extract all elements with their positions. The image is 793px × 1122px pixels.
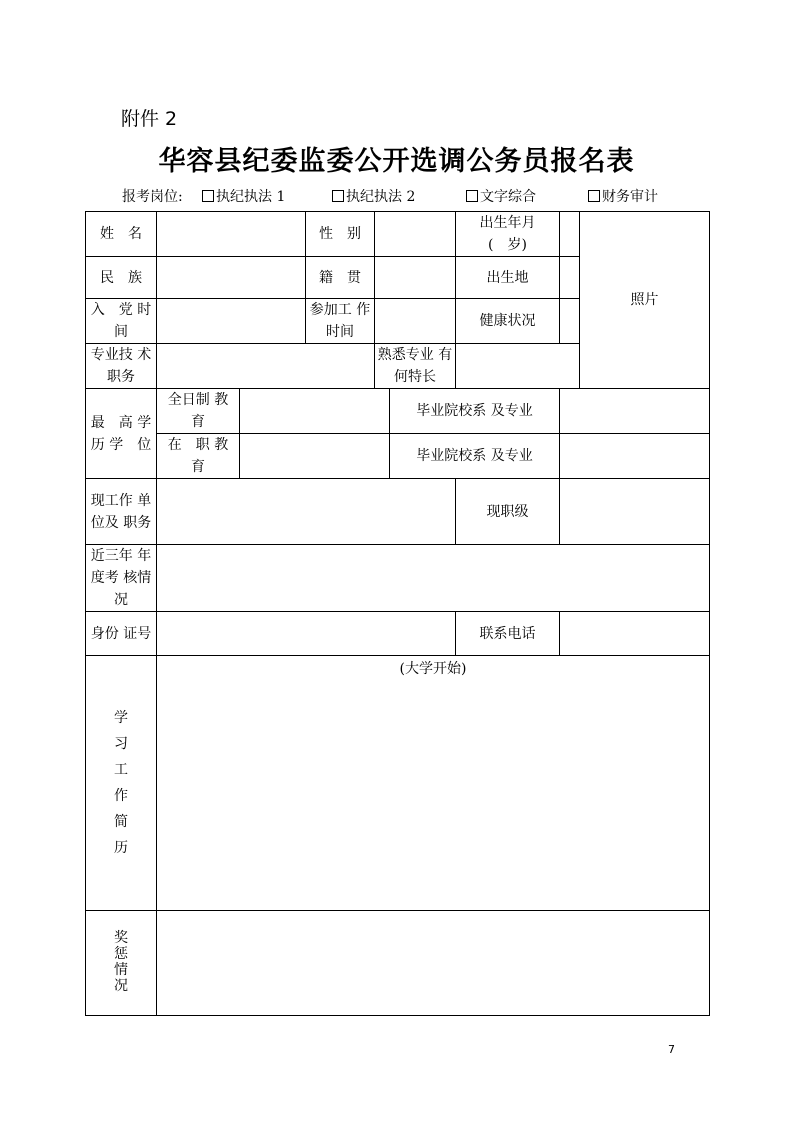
fulltime-label: 全日制 教 育 [157,389,240,434]
form-title: 华容县纪委监委公开选调公务员报名表 [158,146,635,177]
registration-table [85,211,710,1016]
option-writing[interactable]: 文字综合 [466,186,536,206]
health-field[interactable] [560,299,580,344]
resume-label: 学习工作简历 [86,656,157,911]
option-enforcement-2[interactable]: 执纪执法 2 [332,186,415,206]
native-place-label: 籍 贯 [306,257,375,299]
rewards-label: 奖惩情况 [86,911,157,1016]
checkbox-icon[interactable] [466,190,478,202]
id-number-field[interactable] [157,612,456,656]
rewards-field[interactable] [157,911,710,1016]
appraisal-label: 近三年 年度考 核情况 [86,545,157,612]
page-number: 7 [668,1043,675,1056]
appraisal-field[interactable] [157,545,710,612]
inservice-school-field[interactable] [560,434,710,479]
ethnicity-field[interactable] [157,257,306,299]
attachment-label: 附件 2 [121,108,178,130]
work-start-label: 参加工 作时间 [306,299,375,344]
gender-field[interactable] [375,212,456,257]
resume-hint: (大学开始) [399,661,467,677]
photo-box[interactable]: 照片 [580,212,710,389]
health-label: 健康状况 [456,299,560,344]
tech-title-label: 专业技 术职务 [86,344,157,389]
option-enforcement-1[interactable]: 执纪执法 1 [202,186,285,206]
current-rank-field[interactable] [560,479,710,545]
checkbox-icon[interactable] [588,190,600,202]
checkbox-icon[interactable] [332,190,344,202]
fulltime-field[interactable] [240,389,390,434]
birth-field[interactable] [560,212,580,257]
current-rank-label: 现职级 [456,479,560,545]
inservice-label: 在 职 教 育 [157,434,240,479]
id-number-label: 身份 证号 [86,612,157,656]
gender-label: 性 别 [306,212,375,257]
current-job-field[interactable] [157,479,456,545]
option-audit[interactable]: 财务审计 [588,186,658,206]
ethnicity-label: 民 族 [86,257,157,299]
graduate-school-label: 毕业院校系 及专业 [390,389,560,434]
work-start-field[interactable] [375,299,456,344]
education-label: 最 高 学 历 学 位 [86,389,157,479]
tech-title-field[interactable] [157,344,375,389]
position-options [122,186,658,206]
fulltime-school-field[interactable] [560,389,710,434]
checkbox-icon[interactable] [202,190,214,202]
specialty-label: 熟悉专业 有何特长 [375,344,456,389]
resume-field[interactable] [157,656,710,911]
current-job-label: 现工作 单位及 职务 [86,479,157,545]
party-join-label: 入 党 时 间 [86,299,157,344]
phone-field[interactable] [560,612,710,656]
native-place-field[interactable] [375,257,456,299]
name-field[interactable] [157,212,306,257]
inservice-field[interactable] [240,434,390,479]
name-label: 姓 名 [86,212,157,257]
birthplace-label: 出生地 [456,257,560,299]
party-join-field[interactable] [157,299,306,344]
phone-label: 联系电话 [456,612,560,656]
position-label: 报考岗位: [122,189,183,205]
graduate-school-label-2: 毕业院校系 及专业 [390,434,560,479]
birth-label: 出生年月 ( 岁) [456,212,560,257]
birthplace-field[interactable] [560,257,580,299]
specialty-field[interactable] [456,344,580,389]
